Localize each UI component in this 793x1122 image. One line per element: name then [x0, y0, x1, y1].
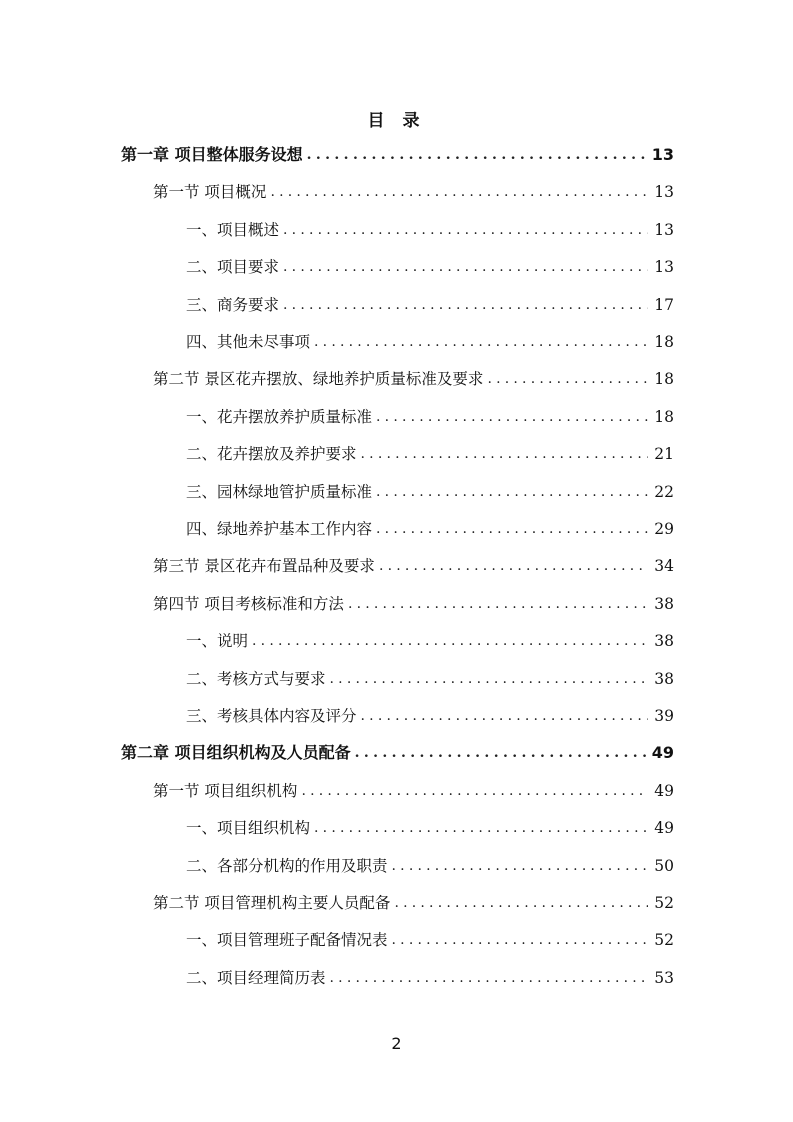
toc-entry-label: 二、项目经理简历表	[186, 968, 326, 987]
toc-entry-label: 第一章 项目整体服务设想	[121, 145, 303, 164]
toc-entry-page: 13	[651, 145, 674, 164]
toc-dot-leader	[348, 589, 648, 619]
toc-dot-leader	[314, 327, 648, 357]
toc-entry-label: 二、花卉摆放及养护要求	[186, 445, 357, 464]
toc-section-entry[interactable]	[153, 589, 674, 619]
toc-dot-leader	[270, 177, 648, 207]
toc-dot-leader	[355, 738, 646, 768]
toc-entry-label: 第二节 项目管理机构主要人员配备	[153, 894, 391, 912]
toc-chapter-entry[interactable]	[121, 140, 674, 170]
toc-subsection-entry[interactable]	[186, 252, 674, 282]
toc-subsection-entry[interactable]	[186, 925, 674, 955]
toc-dot-leader	[376, 402, 648, 432]
toc-entry-page: 29	[654, 520, 674, 538]
toc-entry-page: 50	[654, 856, 674, 875]
toc-entry-page: 13	[654, 220, 674, 239]
toc-dot-leader	[314, 813, 648, 843]
toc-entry-label: 一、项目概述	[186, 220, 280, 239]
toc-entry-page: 13	[654, 183, 674, 202]
toc-dot-leader	[330, 963, 649, 993]
toc-entry-label: 第三节 景区花卉布置品种及要求	[153, 557, 375, 576]
toc-dot-leader	[283, 215, 648, 245]
toc-subsection-entry[interactable]	[186, 626, 674, 656]
toc-subsection-entry[interactable]	[186, 701, 674, 731]
toc-entry-label: 一、项目组织机构	[186, 819, 311, 838]
toc-entry-label: 第一节 项目组织机构	[153, 781, 298, 800]
toc-dot-leader	[330, 664, 649, 694]
toc-subsection-entry[interactable]	[186, 327, 674, 357]
toc-subsection-entry[interactable]	[186, 851, 674, 881]
toc-entry-page: 53	[654, 968, 674, 987]
toc-subsection-entry[interactable]	[186, 215, 674, 245]
toc-dot-leader	[307, 140, 646, 170]
toc-entry-label: 四、其他未尽事项	[186, 333, 311, 351]
toc-entry-page: 49	[654, 781, 674, 800]
toc-dot-leader	[301, 776, 648, 806]
toc-dot-leader	[361, 439, 649, 469]
toc-section-entry[interactable]	[153, 776, 674, 806]
toc-entry-label: 三、考核具体内容及评分	[186, 707, 357, 725]
toc-entry-label: 第一节 项目概况	[153, 183, 267, 202]
toc-dot-leader	[283, 290, 648, 320]
toc-section-entry[interactable]	[153, 551, 674, 581]
toc-entry-page: 34	[654, 557, 674, 576]
toc-dot-leader	[487, 364, 648, 394]
toc-dot-leader	[376, 477, 648, 507]
toc-subsection-entry[interactable]	[186, 439, 674, 469]
toc-entry-page: 18	[654, 370, 674, 389]
toc-entry-label: 二、项目要求	[186, 258, 280, 277]
toc-subsection-entry[interactable]	[186, 664, 674, 694]
toc-subsection-entry[interactable]	[186, 290, 674, 320]
toc-entry-label: 一、花卉摆放养护质量标准	[186, 407, 373, 426]
toc-entry-page: 18	[654, 407, 674, 426]
toc-subsection-entry[interactable]	[186, 963, 674, 993]
toc-dot-leader	[376, 514, 648, 544]
toc-subsection-entry[interactable]	[186, 514, 674, 544]
toc-entry-page: 17	[654, 295, 674, 314]
toc-section-entry[interactable]	[153, 177, 674, 207]
toc-subsection-entry[interactable]	[186, 402, 674, 432]
toc-entry-page: 52	[654, 931, 674, 950]
toc-entry-label: 二、考核方式与要求	[186, 669, 326, 688]
toc-dot-leader	[379, 551, 648, 581]
toc-entry-label: 三、园林绿地管护质量标准	[186, 482, 373, 501]
toc-dot-leader	[252, 626, 648, 656]
toc-dot-leader	[283, 252, 648, 282]
toc-subsection-entry[interactable]	[186, 477, 674, 507]
toc-chapter-entry[interactable]	[121, 738, 674, 768]
toc-entry-page: 18	[654, 333, 674, 351]
toc-entry-label: 第二章 项目组织机构及人员配备	[121, 743, 351, 763]
toc-entry-page: 49	[651, 743, 674, 763]
page-number: 2	[391, 1034, 402, 1053]
toc-dot-leader	[394, 888, 648, 918]
toc-dot-leader	[392, 925, 649, 955]
toc-section-entry[interactable]	[153, 364, 674, 394]
toc-dot-leader	[361, 701, 649, 731]
toc-entry-label: 二、各部分机构的作用及职责	[186, 856, 388, 875]
toc-title: 目 录	[367, 111, 426, 131]
toc-entry-page: 21	[654, 445, 674, 464]
toc-dot-leader	[392, 851, 649, 881]
toc-entry-label: 三、商务要求	[186, 295, 280, 314]
toc-entry-label: 四、绿地养护基本工作内容	[186, 520, 373, 538]
toc-section-entry[interactable]	[153, 888, 674, 918]
toc-subsection-entry[interactable]	[186, 813, 674, 843]
toc-entry-label: 第四节 项目考核标准和方法	[153, 594, 344, 613]
toc-entry-page: 38	[654, 632, 674, 651]
toc-entry-page: 22	[654, 482, 674, 501]
toc-entry-label: 一、项目管理班子配备情况表	[186, 931, 388, 950]
toc-entry-page: 38	[654, 594, 674, 613]
toc-entry-label: 第二节 景区花卉摆放、绿地养护质量标准及要求	[153, 370, 484, 389]
toc-entry-label: 一、说明	[186, 632, 249, 651]
toc-entry-page: 13	[654, 258, 674, 277]
toc-entry-page: 39	[654, 707, 674, 725]
toc-entry-page: 52	[654, 894, 674, 912]
toc-entry-page: 38	[654, 669, 674, 688]
toc-entry-page: 49	[654, 819, 674, 838]
